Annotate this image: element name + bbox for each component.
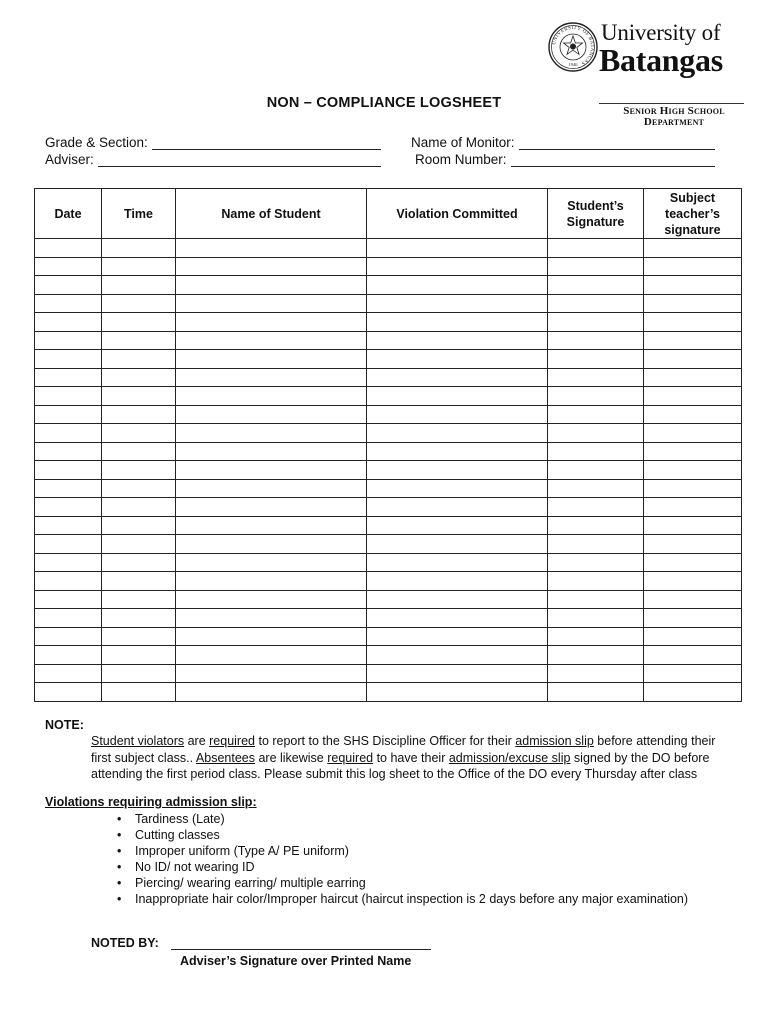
monitor-label: Name of Monitor: (411, 135, 515, 150)
table-cell-student-signature (548, 627, 644, 646)
table-cell-student-name (176, 424, 367, 443)
table-cell-student-signature (548, 479, 644, 498)
table-cell-student-signature (548, 424, 644, 443)
table-cell-date (35, 516, 102, 535)
table-cell-time (102, 405, 176, 424)
table-cell-student-signature (548, 368, 644, 387)
list-item (117, 891, 688, 907)
university-seal-icon (548, 22, 598, 72)
svg-text:1946: 1946 (568, 62, 578, 67)
table-row (35, 239, 742, 258)
table-cell-violation (367, 664, 548, 683)
table-row (35, 276, 742, 295)
table-cell-violation (367, 683, 548, 702)
bullet-icon: • (117, 892, 122, 906)
note-paragraph (91, 733, 731, 783)
table-cell-teacher-signature (644, 664, 742, 683)
violation-text: Improper uniform (Type A/ PE uniform) (135, 844, 349, 858)
table-cell-student-name (176, 387, 367, 406)
table-row (35, 405, 742, 424)
note-text: to have their (373, 750, 449, 765)
signature-caption: Adviser’s Signature over Printed Name (180, 954, 412, 968)
table-cell-student-signature (548, 683, 644, 702)
svg-text:UNIVERSITY OF BATANGAS: UNIVERSITY OF BATANGAS (552, 25, 595, 66)
table-cell-violation (367, 627, 548, 646)
table-cell-violation (367, 276, 548, 295)
room-label: Room Number: (415, 152, 507, 167)
table-cell-student-name (176, 257, 367, 276)
table-cell-student-signature (548, 646, 644, 665)
department-line2: Department (643, 116, 705, 128)
column-header-date: Date (35, 189, 102, 239)
table-cell-teacher-signature (644, 294, 742, 313)
column-header-student-name: Name of Student (176, 189, 367, 239)
table-cell-student-name (176, 461, 367, 480)
table-cell-violation (367, 609, 548, 628)
note-text: before attending their first subject class.. (91, 734, 716, 765)
table-cell-teacher-signature (644, 368, 742, 387)
note-text: signed by the DO before attending the first period class. Please submit this log sheet to the Office of the DO every Thursday after class (91, 750, 710, 781)
table-cell-teacher-signature (644, 498, 742, 517)
table-cell-teacher-signature (644, 257, 742, 276)
table-cell-student-name (176, 498, 367, 517)
violation-text: Tardiness (Late) (135, 812, 225, 826)
violation-text: Piercing/ wearing earring/ multiple earring (135, 876, 366, 890)
table-cell-student-signature (548, 350, 644, 369)
table-cell-student-name (176, 664, 367, 683)
table-row (35, 590, 742, 609)
table-cell-student-name (176, 553, 367, 572)
table-cell-date (35, 313, 102, 332)
table-cell-time (102, 313, 176, 332)
table-cell-violation (367, 535, 548, 554)
table-cell-student-name (176, 239, 367, 258)
table-row (35, 646, 742, 665)
table-cell-date (35, 405, 102, 424)
note-text: are likewise (254, 750, 328, 765)
table-row (35, 627, 742, 646)
violation-text: Inappropriate hair color/Improper haircut (haircut inspection is 2 days before any major examination) (135, 892, 689, 906)
table-cell-teacher-signature (644, 627, 742, 646)
table-cell-date (35, 387, 102, 406)
table-cell-time (102, 387, 176, 406)
table-cell-date (35, 553, 102, 572)
table-row (35, 442, 742, 461)
table-cell-time (102, 664, 176, 683)
column-header-student-signature: Student’s Signature (548, 189, 644, 239)
table-cell-date (35, 664, 102, 683)
table-row (35, 572, 742, 591)
grade-section-field (45, 135, 381, 150)
grade-section-label: Grade & Section: (45, 135, 148, 150)
table-cell-teacher-signature (644, 276, 742, 295)
table-cell-student-name (176, 646, 367, 665)
adviser-blank (98, 155, 381, 167)
table-row (35, 387, 742, 406)
list-item (117, 827, 688, 843)
list-item (117, 843, 688, 859)
column-header-time: Time (102, 189, 176, 239)
table-row (35, 424, 742, 443)
table-cell-violation (367, 498, 548, 517)
table-row (35, 498, 742, 517)
table-cell-student-signature (548, 405, 644, 424)
table-cell-teacher-signature (644, 350, 742, 369)
table-cell-date (35, 590, 102, 609)
table-cell-date (35, 442, 102, 461)
table-cell-time (102, 646, 176, 665)
table-row (35, 479, 742, 498)
table-cell-time (102, 461, 176, 480)
table-header-row (35, 189, 742, 239)
note-underlined-text: Absentees (195, 750, 255, 765)
table-cell-student-name (176, 535, 367, 554)
table-cell-date (35, 498, 102, 517)
table-cell-time (102, 553, 176, 572)
table-cell-date (35, 276, 102, 295)
table-cell-date (35, 535, 102, 554)
column-header-violation: Violation Committed (367, 189, 548, 239)
table-cell-student-signature (548, 590, 644, 609)
table-cell-student-signature (548, 294, 644, 313)
table-cell-time (102, 590, 176, 609)
table-cell-teacher-signature (644, 479, 742, 498)
note-underlined-text: Student violators (91, 734, 185, 748)
table-cell-time (102, 683, 176, 702)
table-cell-teacher-signature (644, 683, 742, 702)
table-cell-violation (367, 239, 548, 258)
adviser-label: Adviser: (45, 152, 94, 167)
table-cell-violation (367, 331, 548, 350)
table-cell-time (102, 294, 176, 313)
table-row (35, 516, 742, 535)
table-cell-student-name (176, 350, 367, 369)
table-cell-teacher-signature (644, 609, 742, 628)
monitor-field (411, 135, 715, 150)
table-cell-date (35, 350, 102, 369)
table-cell-violation (367, 350, 548, 369)
table-cell-student-signature (548, 572, 644, 591)
table-cell-student-name (176, 572, 367, 591)
table-cell-student-name (176, 683, 367, 702)
table-cell-student-signature (548, 331, 644, 350)
table-row (35, 535, 742, 554)
table-cell-teacher-signature (644, 572, 742, 591)
noted-by-row (91, 936, 431, 950)
table-cell-student-signature (548, 516, 644, 535)
table-row (35, 683, 742, 702)
table-cell-time (102, 424, 176, 443)
table-cell-student-signature (548, 313, 644, 332)
table-body (35, 239, 742, 702)
table-cell-time (102, 276, 176, 295)
table-cell-time (102, 331, 176, 350)
violations-list (117, 811, 688, 907)
table-cell-student-signature (548, 276, 644, 295)
violation-text: Cutting classes (135, 828, 220, 842)
table-cell-date (35, 424, 102, 443)
note-text: to report to the SHS Discipline Officer for their (255, 734, 516, 748)
table-cell-date (35, 627, 102, 646)
column-header-teacher-signature: Subject teacher’s signature (644, 189, 742, 239)
list-item (117, 875, 688, 891)
table-cell-date (35, 257, 102, 276)
table-cell-violation (367, 516, 548, 535)
table-cell-student-name (176, 442, 367, 461)
table-cell-violation (367, 405, 548, 424)
log-table (34, 188, 742, 702)
noted-by-label: NOTED BY: (91, 936, 159, 950)
table-cell-student-name (176, 276, 367, 295)
table-cell-violation (367, 313, 548, 332)
page-title: NON – COMPLIANCE LOGSHEET (266, 95, 502, 111)
table-cell-student-signature (548, 239, 644, 258)
table-cell-violation (367, 257, 548, 276)
bullet-icon: • (117, 844, 122, 858)
note-underlined-text: required (327, 750, 374, 765)
table-cell-violation (367, 387, 548, 406)
monitor-blank (519, 138, 715, 150)
table-cell-time (102, 627, 176, 646)
table-cell-student-signature (548, 461, 644, 480)
grade-section-blank (152, 138, 381, 150)
table-cell-teacher-signature (644, 313, 742, 332)
violation-text: No ID/ not wearing ID (135, 860, 255, 874)
table-cell-teacher-signature (644, 405, 742, 424)
table-cell-student-name (176, 627, 367, 646)
table-cell-student-signature (548, 664, 644, 683)
table-row (35, 664, 742, 683)
table-cell-time (102, 609, 176, 628)
table-cell-student-name (176, 313, 367, 332)
table-cell-teacher-signature (644, 239, 742, 258)
table-cell-violation (367, 553, 548, 572)
table-cell-student-name (176, 294, 367, 313)
table-cell-teacher-signature (644, 331, 742, 350)
table-cell-time (102, 239, 176, 258)
table-cell-student-signature (548, 257, 644, 276)
table-cell-date (35, 461, 102, 480)
table-cell-date (35, 646, 102, 665)
table-cell-violation (367, 368, 548, 387)
table-cell-violation (367, 646, 548, 665)
note-underlined-text: admission slip (515, 734, 594, 748)
table-cell-student-name (176, 609, 367, 628)
table-cell-student-name (176, 368, 367, 387)
table-cell-student-name (176, 516, 367, 535)
wordmark-line1: University of (601, 20, 721, 45)
table-row (35, 368, 742, 387)
table-cell-time (102, 368, 176, 387)
note-underlined-text: admission/excuse slip (448, 750, 571, 765)
table-row (35, 461, 742, 480)
table-cell-teacher-signature (644, 442, 742, 461)
table-cell-student-signature (548, 535, 644, 554)
table-cell-time (102, 516, 176, 535)
note-underlined-text: required (209, 734, 255, 748)
table-cell-violation (367, 590, 548, 609)
table-cell-student-name (176, 479, 367, 498)
table-row (35, 331, 742, 350)
table-cell-time (102, 479, 176, 498)
table-cell-date (35, 572, 102, 591)
table-cell-violation (367, 424, 548, 443)
table-cell-student-name (176, 331, 367, 350)
table-cell-teacher-signature (644, 553, 742, 572)
table-cell-teacher-signature (644, 387, 742, 406)
table-cell-date (35, 609, 102, 628)
list-item (117, 859, 688, 875)
table-cell-teacher-signature (644, 461, 742, 480)
table-cell-teacher-signature (644, 535, 742, 554)
table-cell-student-signature (548, 498, 644, 517)
signature-line (171, 938, 431, 950)
table-cell-student-name (176, 405, 367, 424)
table-row (35, 609, 742, 628)
table-cell-student-signature (548, 387, 644, 406)
table-cell-time (102, 572, 176, 591)
room-field (415, 152, 715, 167)
table-cell-date (35, 683, 102, 702)
table-row (35, 350, 742, 369)
note-text: are (184, 734, 210, 748)
table-row (35, 257, 742, 276)
department-line1: Senior High School (623, 105, 725, 117)
table-cell-student-signature (548, 609, 644, 628)
table-cell-student-name (176, 590, 367, 609)
table-cell-student-signature (548, 553, 644, 572)
table-row (35, 294, 742, 313)
table-cell-violation (367, 479, 548, 498)
bullet-icon: • (117, 876, 122, 890)
bullet-icon: • (117, 860, 122, 874)
list-item (117, 811, 688, 827)
table-cell-violation (367, 461, 548, 480)
violations-heading: Violations requiring admission slip: (45, 795, 257, 809)
table-cell-date (35, 368, 102, 387)
table-cell-time (102, 498, 176, 517)
table-cell-teacher-signature (644, 646, 742, 665)
bullet-icon: • (117, 812, 122, 826)
table-cell-date (35, 294, 102, 313)
bullet-icon: • (117, 828, 122, 842)
table-cell-teacher-signature (644, 516, 742, 535)
adviser-field (45, 152, 381, 167)
room-blank (511, 155, 715, 167)
table-row (35, 553, 742, 572)
table-cell-student-signature (548, 442, 644, 461)
note-heading: NOTE: (45, 718, 84, 732)
table-cell-time (102, 442, 176, 461)
table-cell-time (102, 535, 176, 554)
table-cell-teacher-signature (644, 424, 742, 443)
wordmark-line2: Batangas (599, 42, 723, 78)
table-cell-time (102, 257, 176, 276)
table-cell-date (35, 331, 102, 350)
table-row (35, 313, 742, 332)
table-cell-date (35, 239, 102, 258)
table-cell-violation (367, 572, 548, 591)
table-cell-time (102, 350, 176, 369)
table-cell-violation (367, 294, 548, 313)
table-cell-violation (367, 442, 548, 461)
table-cell-teacher-signature (644, 590, 742, 609)
table-cell-date (35, 479, 102, 498)
